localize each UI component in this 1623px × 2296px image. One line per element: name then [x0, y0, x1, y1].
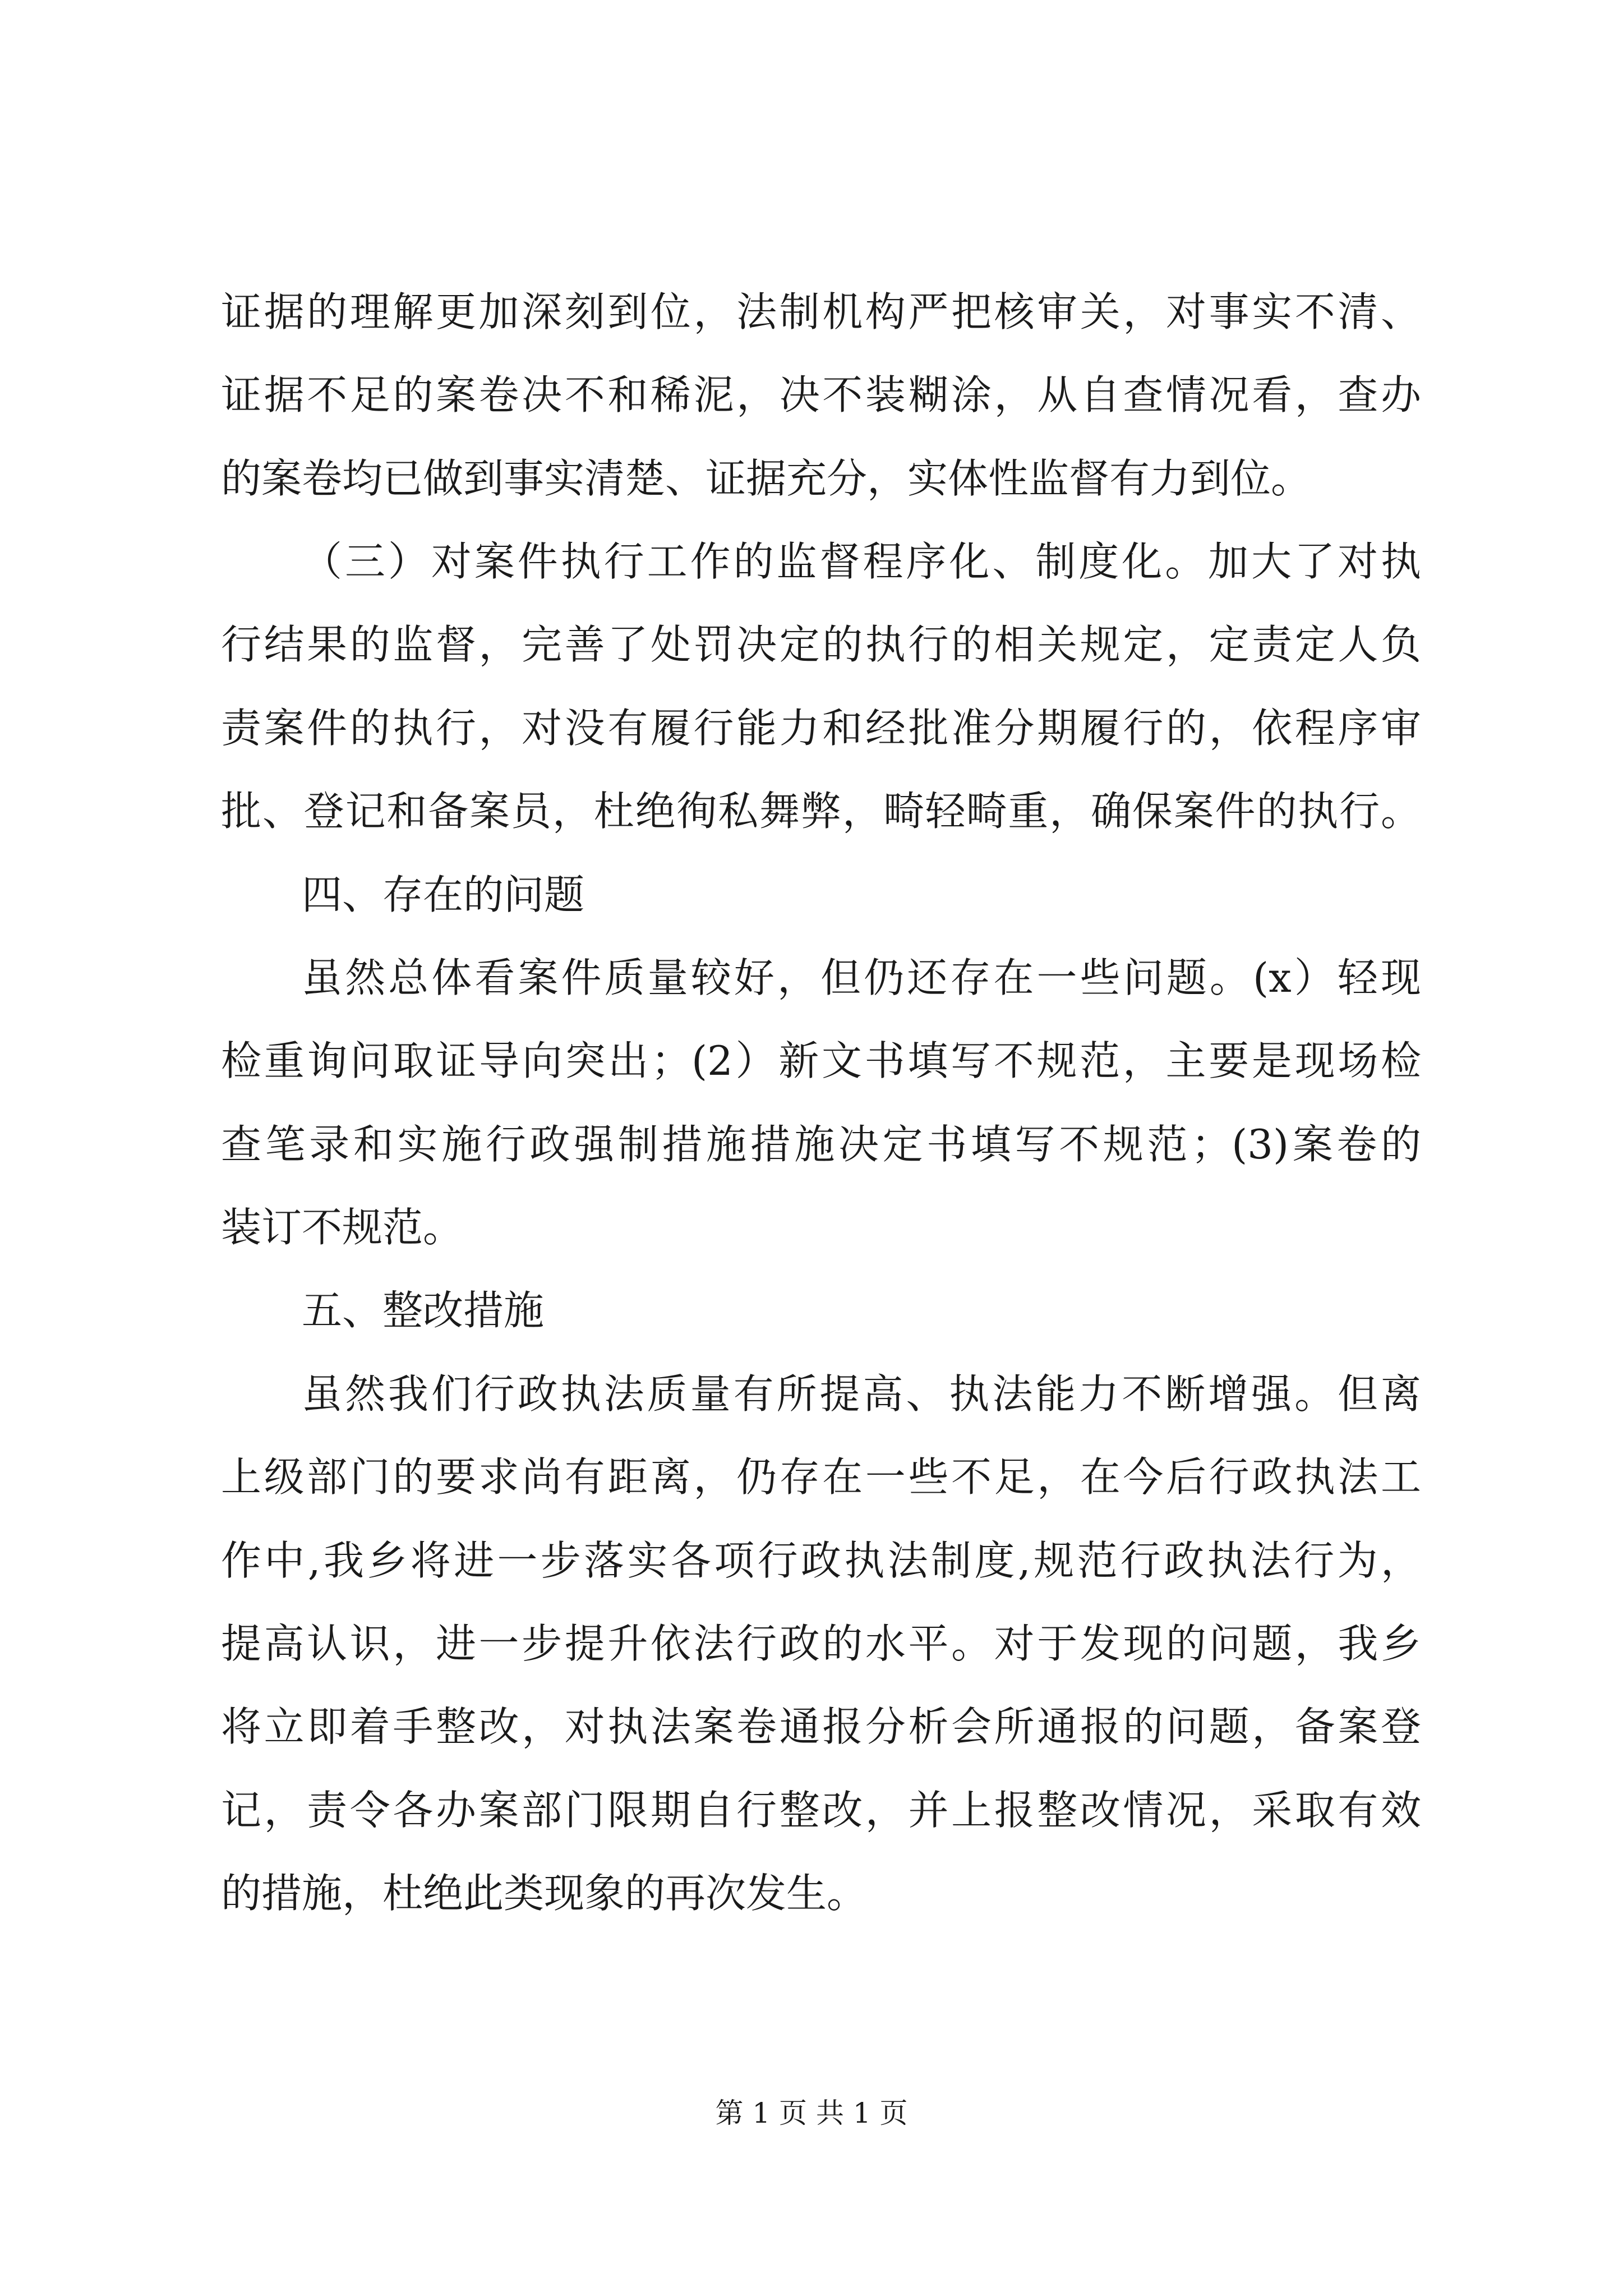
paragraph-line: 检重询问取证导向突出；(2）新文书填写不规范，主要是现场检 [221, 1037, 1421, 1084]
section-heading: 四、存在的问题 [302, 871, 585, 918]
paragraph-line: （三）对案件执行工作的监督程序化、制度化。加大了对执 [302, 538, 1421, 585]
paragraph-line: 责案件的执行，对没有履行能力和经批准分期履行的，依程序审 [221, 705, 1421, 752]
paragraph-line: 批、登记和备案员，杜绝徇私舞弊，畸轻畸重，确保案件的执行。 [221, 788, 1421, 835]
paragraph-line: 上级部门的要求尚有距离，仍存在一些不足，在今后行政执法工 [221, 1453, 1421, 1501]
paragraph-line: 的措施，杜绝此类现象的再次发生。 [221, 1870, 868, 1917]
page-number-footer: 第 1 页 共 1 页 [715, 2097, 908, 2129]
paragraph-line: 的案卷均已做到事实清楚、证据充分，实体性监督有力到位。 [221, 455, 1312, 502]
paragraph-line: 行结果的监督，完善了处罚决定的执行的相关规定，定责定人负 [221, 621, 1421, 668]
paragraph-line: 记，责令各办案部门限期自行整改，并上报整改情况，采取有效 [221, 1787, 1421, 1834]
paragraph-line: 作中,我乡将进一步落实各项行政执法制度,规范行政执法行为， [221, 1537, 1421, 1584]
paragraph-line: 证据不足的案卷决不和稀泥，决不装糊涂，从自查情况看，查办 [221, 371, 1421, 418]
paragraph-line: 虽然我们行政执法质量有所提高、执法能力不断增强。但离 [302, 1370, 1421, 1418]
paragraph-line: 将立即着手整改，对执法案卷通报分析会所通报的问题，备案登 [221, 1703, 1421, 1750]
paragraph-line: 提高认识，进一步提升依法行政的水平。对于发现的问题，我乡 [221, 1620, 1421, 1667]
paragraph-line: 证据的理解更加深刻到位，法制机构严把核审关，对事实不清、 [221, 288, 1421, 335]
section-heading: 五、整改措施 [302, 1287, 545, 1334]
paragraph-line: 查笔录和实施行政强制措施措施决定书填写不规范；(3)案卷的 [221, 1121, 1421, 1168]
paragraph-line: 虽然总体看案件质量较好，但仍还存在一些问题。(x）轻现 [302, 954, 1421, 1001]
paragraph-line: 装订不规范。 [221, 1204, 464, 1251]
